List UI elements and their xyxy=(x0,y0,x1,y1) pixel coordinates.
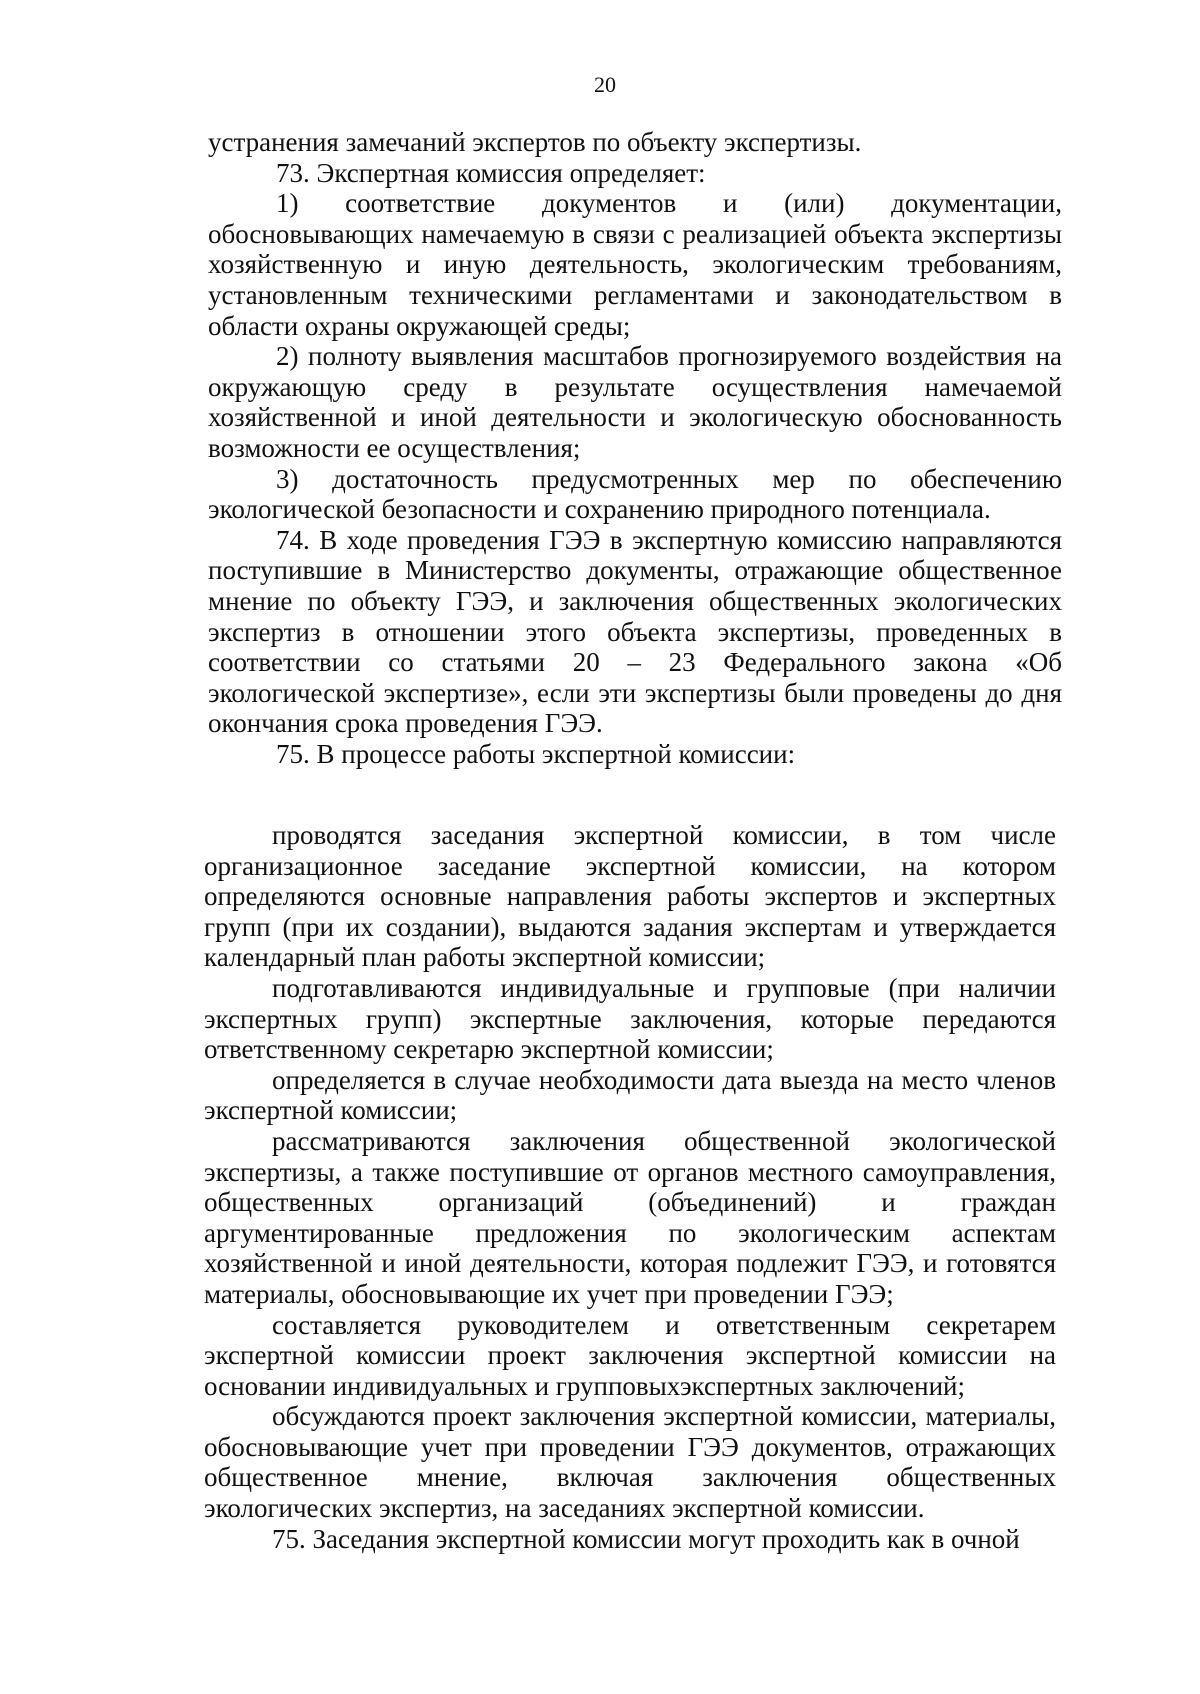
paragraph-75-site-visit: определяется в случае необходимости дата выезда на место членов экспертной комиссии; xyxy=(204,1064,1056,1126)
paragraph-75-public-review: рассматриваются заключения общественной экологической экспертизы, а также поступившие от органов местного самоуправления, общественных организаций (объединений) и граждан аргументированные предложения по экологическим аспектам хозяйственной и иной деятельности, которая подлежит ГЭЭ, и готовятся материалы, обосновывающие их учет при проведении ГЭЭ; xyxy=(204,1125,1056,1309)
paragraph-75-draft: составляется руководителем и ответственным секретарем экспертной комиссии проект заключения экспертной комиссии на основании индивидуальных и групповыхэкспертных заключений; xyxy=(204,1309,1056,1401)
paragraph-73-2: 2) полноту выявления масштабов прогнозируемого воздействия на окружающую среду в результате осуществления намечаемой хозяйственной и иной деятельности и экологическую обоснованность возможности ее осуществления; xyxy=(208,341,1062,463)
paragraph-73-3: 3) достаточность предусмотренных мер по обеспечению экологической безопасности и сохранению природного потенциала. xyxy=(208,463,1062,525)
document-body-top xyxy=(208,127,1062,769)
paragraph-item-74: 74. В ходе проведения ГЭЭ в экспертную комиссию направляются поступившие в Министерство документы, отражающие общественное мнение по объекту ГЭЭ, и заключения общественных экологических экспертиз в отношении этого объекта экспертизы, проведенных в соответствии со статьями 20 – 23 Федерального закона «Об экологической экспертизе», если эти экспертизы были проведены до дня окончания срока проведения ГЭЭ. xyxy=(208,524,1062,739)
paragraph-item-75-meetings-form: 75. Заседания экспертной комиссии могут проходить как в очной xyxy=(272,1523,1020,1554)
paragraph-75-conclusions: подготавливаются индивидуальные и групповые (при наличии экспертных групп) экспертные заключения, которые передаются ответственному секретарю экспертной комиссии; xyxy=(204,972,1056,1065)
document-body-bottom xyxy=(204,820,1056,1554)
paragraph-item-73: 73. Экспертная комиссия определяет: xyxy=(276,157,706,188)
paragraph-item-75: 75. В процессе работы экспертной комиссии: xyxy=(276,738,796,769)
paragraph-continuation: устранения замечаний экспертов по объекту экспертизы. xyxy=(208,127,862,157)
paragraph-75-discussion: обсуждаются проект заключения экспертной комиссии, материалы, обосновывающие учет при проведении ГЭЭ документов, отражающих общественное мнение, включая заключения общественных экологических экспертиз, на заседаниях экспертной комиссии. xyxy=(204,1401,1056,1524)
page-number: 20 xyxy=(594,72,616,97)
paragraph-75-meetings: проводятся заседания экспертной комиссии, в том числе организационное заседание экспертной комиссии, на котором определяются основные направления работы экспертов и экспертных групп (при их создании), выдаются задания экспертам и утверждается календарный план работы экспертной комиссии; xyxy=(204,820,1056,973)
paragraph-73-1: 1) соответствие документов и (или) документации, обосновывающих намечаемую в связи с реализацией объекта экспертизы хозяйственную и иную деятельность, экологическим требованиям, установленным техническими регламентами и законодательством в области охраны окружающей среды; xyxy=(208,188,1062,341)
